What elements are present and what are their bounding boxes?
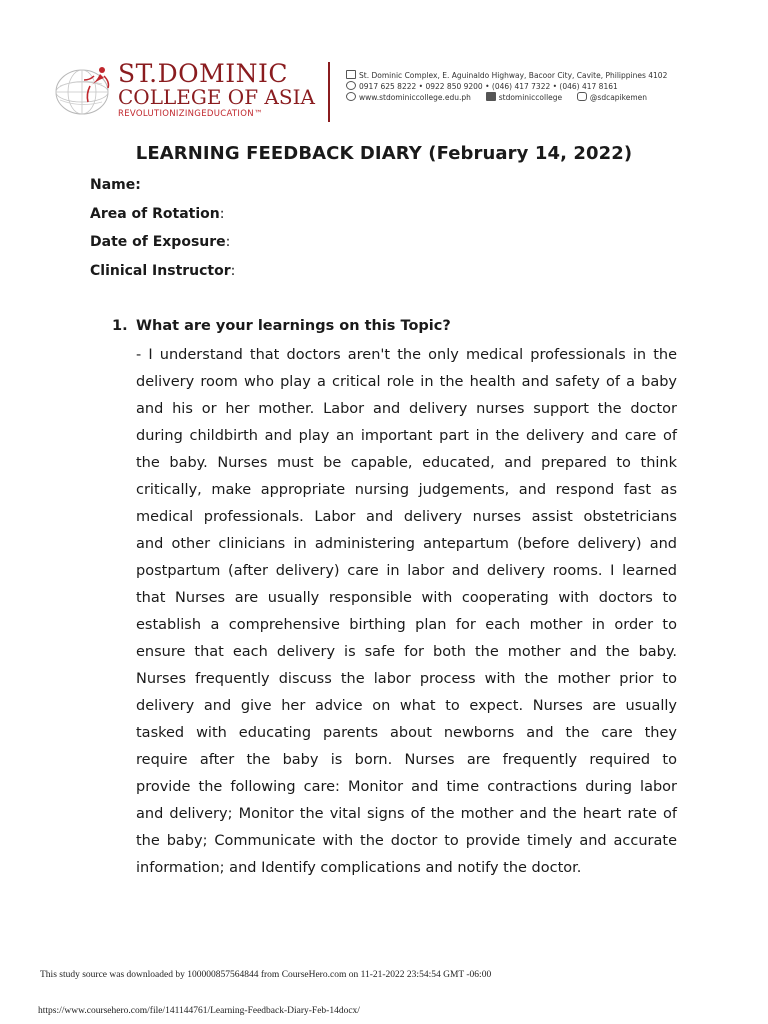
facebook-icon	[486, 92, 496, 101]
answer-line: postpartum (after delivery) care in labor and delivery rooms. I learned	[136, 563, 677, 579]
answer-line: the baby. Nurses must be capable, educated, and prepared to think	[136, 455, 677, 471]
answer-line: critically, make appropriate nursing judgements, and respond fast as	[136, 482, 677, 498]
field-area-label: Area of Rotation	[90, 205, 220, 222]
brand-line-2: COLLEGE OF ASIA	[118, 85, 315, 109]
field-date-label: Date of Exposure	[90, 234, 226, 250]
answer-line: and his or her mother. Labor and delivery nurses support the doctor	[136, 401, 677, 417]
brand-tagline: REVOLUTIONIZINGEDUCATION™	[118, 109, 263, 119]
field-clinical-instructor: Clinical Instructor:	[90, 262, 236, 279]
answer-line: - I understand that doctors aren't the only medical professionals in the	[136, 347, 677, 363]
answer-line: delivery and give her advice on what to expect. Nurses are usually	[136, 698, 677, 714]
question-heading	[112, 318, 451, 334]
letterhead	[0, 0, 768, 130]
answer-line: Nurses frequently discuss the labor process with the mother prior to	[136, 671, 677, 687]
answer-line: tasked with educating parents about newborns and the care they	[136, 725, 677, 741]
mail-icon	[346, 70, 356, 79]
answer-paragraph	[136, 342, 677, 882]
globe-icon	[346, 92, 356, 101]
answer-line: and other clinicians in administering antepartum (before delivery) and	[136, 536, 677, 552]
answer-line: establish a comprehensive birthing plan for each mother in order to	[136, 617, 677, 633]
field-name-label: Name	[90, 177, 136, 193]
contact-web-row	[346, 92, 667, 103]
answer-line: delivery room who play a critical role in the health and safety of a baby	[136, 374, 677, 390]
contact-address: St. Dominic Complex, E. Aguinaldo Highway, Bacoor City, Cavite, Philippines 4102	[359, 71, 668, 80]
college-brand	[118, 59, 315, 119]
answer-line: that Nurses are usually responsible with cooperating with doctors to	[136, 590, 677, 606]
download-source-note: This study source was downloaded by 100000857564844 from CourseHero.com on 11-21-2022 23:54:54 GMT -06:00	[40, 970, 492, 980]
header-divider	[328, 62, 330, 122]
document-title: LEARNING FEEDBACK DIARY (February 14, 2022)	[135, 143, 633, 164]
answer-line: during childbirth and play an important part in the delivery and care of	[136, 428, 677, 444]
field-area-of-rotation: Area of Rotation:	[90, 205, 225, 222]
source-url[interactable]: https://www.coursehero.com/file/141144761/Learning-Feedback-Diary-Feb-14docx/	[38, 1006, 360, 1016]
question-text: What are your learnings on this Topic?	[136, 318, 451, 334]
answer-line: ensure that each delivery is safe for both the mother and the baby.	[136, 644, 677, 660]
brand-line-1: ST.DOMINIC	[118, 59, 288, 88]
contact-website: www.stdominiccollege.edu.ph	[359, 93, 471, 102]
contact-phone-row	[346, 81, 667, 92]
contact-address-row	[346, 70, 667, 81]
answer-line: medical professionals. Labor and delivery nurses assist obstetricians	[136, 509, 677, 525]
answer-line: require after the baby is born. Nurses are frequently required to	[136, 752, 677, 768]
info-fields	[90, 175, 235, 289]
instagram-icon	[577, 92, 587, 101]
field-name: Name:	[90, 177, 141, 193]
phone-icon	[346, 81, 356, 90]
contact-instagram: @sdcapikemen	[589, 93, 648, 102]
answer-line: and delivery; Monitor the vital signs of the mother and the heart rate of	[136, 806, 677, 822]
answer-line: provide the following care: Monitor and time contractions during labor	[136, 779, 677, 795]
contact-block	[346, 70, 667, 103]
question-number: 1.	[112, 318, 128, 334]
field-instructor-label: Clinical Instructor	[90, 262, 231, 279]
field-date-of-exposure: Date of Exposure:	[90, 234, 231, 250]
answer-line: the baby; Communicate with the doctor to provide timely and accurate	[136, 833, 677, 849]
contact-facebook: stdominiccollege	[498, 93, 563, 102]
contact-phones: 0917 625 8222 • 0922 850 9200 • (046) 417 7322 • (046) 417 8161	[359, 82, 618, 91]
answer-line: information; and Identify complications and notify the doctor.	[136, 860, 582, 876]
globe-logo-icon	[50, 58, 120, 118]
